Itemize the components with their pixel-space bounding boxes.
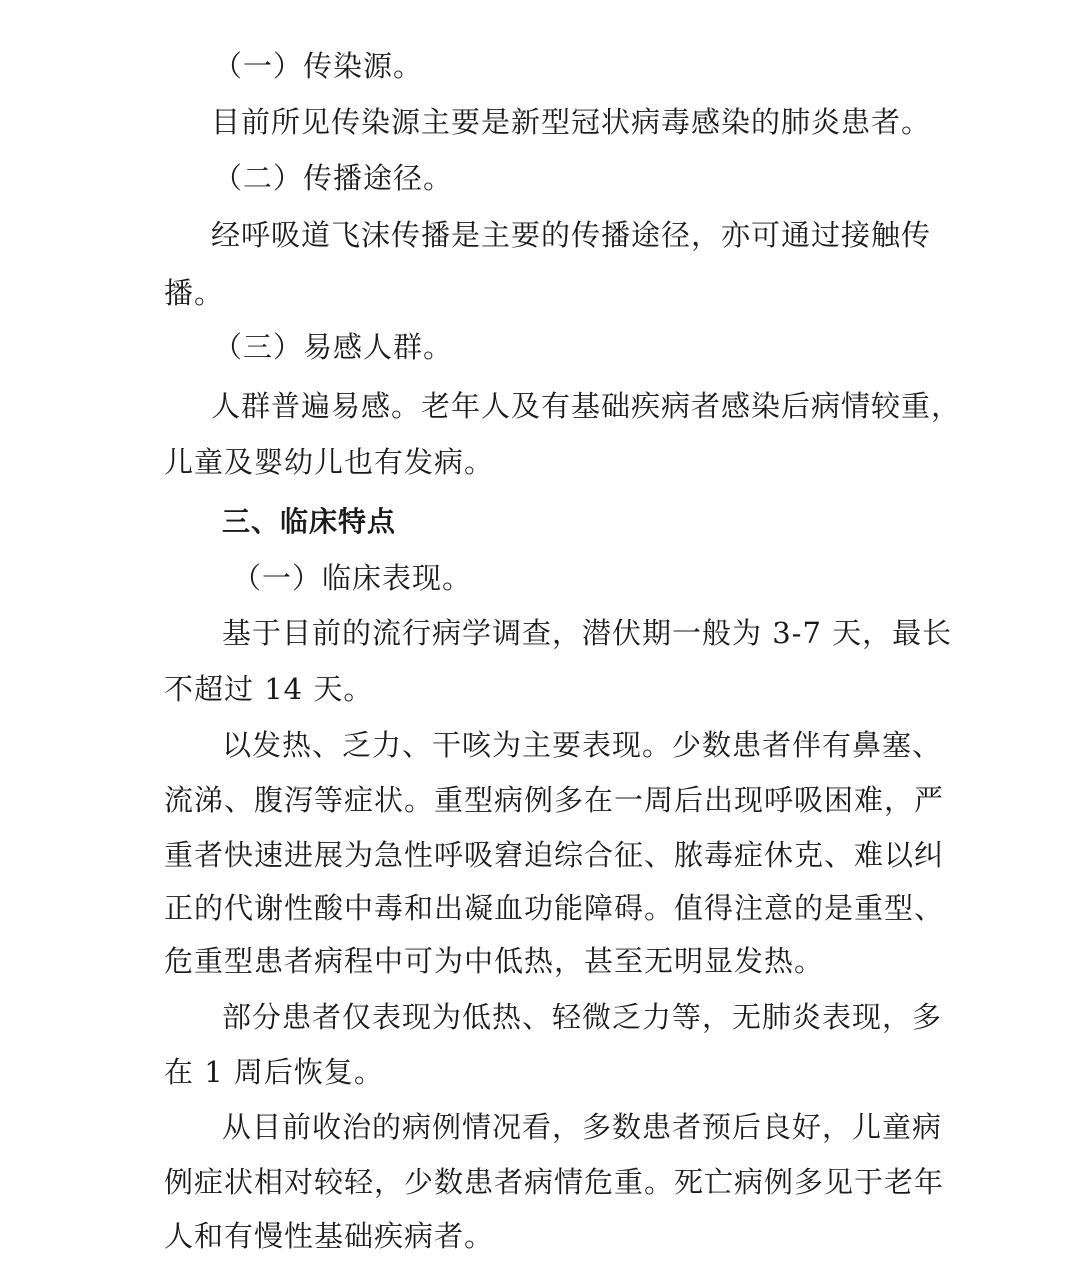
paragraph-symptoms-line-1: 以发热、乏力、干咳为主要表现。少数患者伴有鼻塞、 [222, 728, 943, 762]
section-heading-clinical-features: 三、临床特点 [222, 505, 397, 538]
paragraph-susceptible-line-2: 儿童及婴幼儿也有发病。 [164, 445, 495, 479]
paragraph-susceptible-line-1: 人群普遍易感。老年人及有基础疾病者感染后病情较重， [211, 389, 962, 423]
paragraph-mild-cases-line-1: 部分患者仅表现为低热、轻微乏力等，无肺炎表现，多 [222, 1000, 943, 1034]
paragraph-prognosis-line-1: 从目前收治的病例情况看，多数患者预后良好，儿童病 [222, 1110, 943, 1144]
paragraph-transmission-line-2: 播。 [164, 276, 225, 310]
subsection-heading-clinical-manifestation: （一）临床表现。 [232, 561, 473, 595]
subsection-heading-transmission-route: （二）传播途径。 [213, 161, 454, 195]
paragraph-symptoms-line-5: 危重型患者病程中可为中低热，甚至无明显发热。 [164, 944, 825, 978]
paragraph-symptoms-line-2: 流涕、腹泻等症状。重型病例多在一周后出现呼吸困难，严 [164, 783, 945, 817]
paragraph-prognosis-line-3: 人和有慢性基础疾病者。 [164, 1219, 495, 1253]
subsection-heading-infection-source: （一）传染源。 [213, 49, 424, 83]
paragraph-prognosis-line-2: 例症状相对较轻，少数患者病情危重。死亡病例多见于老年 [164, 1165, 945, 1199]
paragraph-symptoms-line-3: 重者快速进展为急性呼吸窘迫综合征、脓毒症休克、难以纠 [164, 838, 945, 872]
paragraph-infection-source: 目前所见传染源主要是新型冠状病毒感染的肺炎患者。 [211, 105, 932, 139]
paragraph-incubation-line-1: 基于目前的流行病学调查，潜伏期一般为 3-7 天，最长 [222, 616, 953, 650]
subsection-heading-susceptible-population: （三）易感人群。 [213, 330, 454, 364]
paragraph-mild-cases-line-2: 在 1 周后恢复。 [164, 1055, 384, 1089]
paragraph-symptoms-line-4: 正的代谢性酸中毒和出凝血功能障碍。值得注意的是重型、 [164, 891, 945, 925]
paragraph-transmission-line-1: 经呼吸道飞沫传播是主要的传播途径，亦可通过接触传 [211, 218, 932, 252]
paragraph-incubation-line-2: 不超过 14 天。 [164, 672, 374, 706]
